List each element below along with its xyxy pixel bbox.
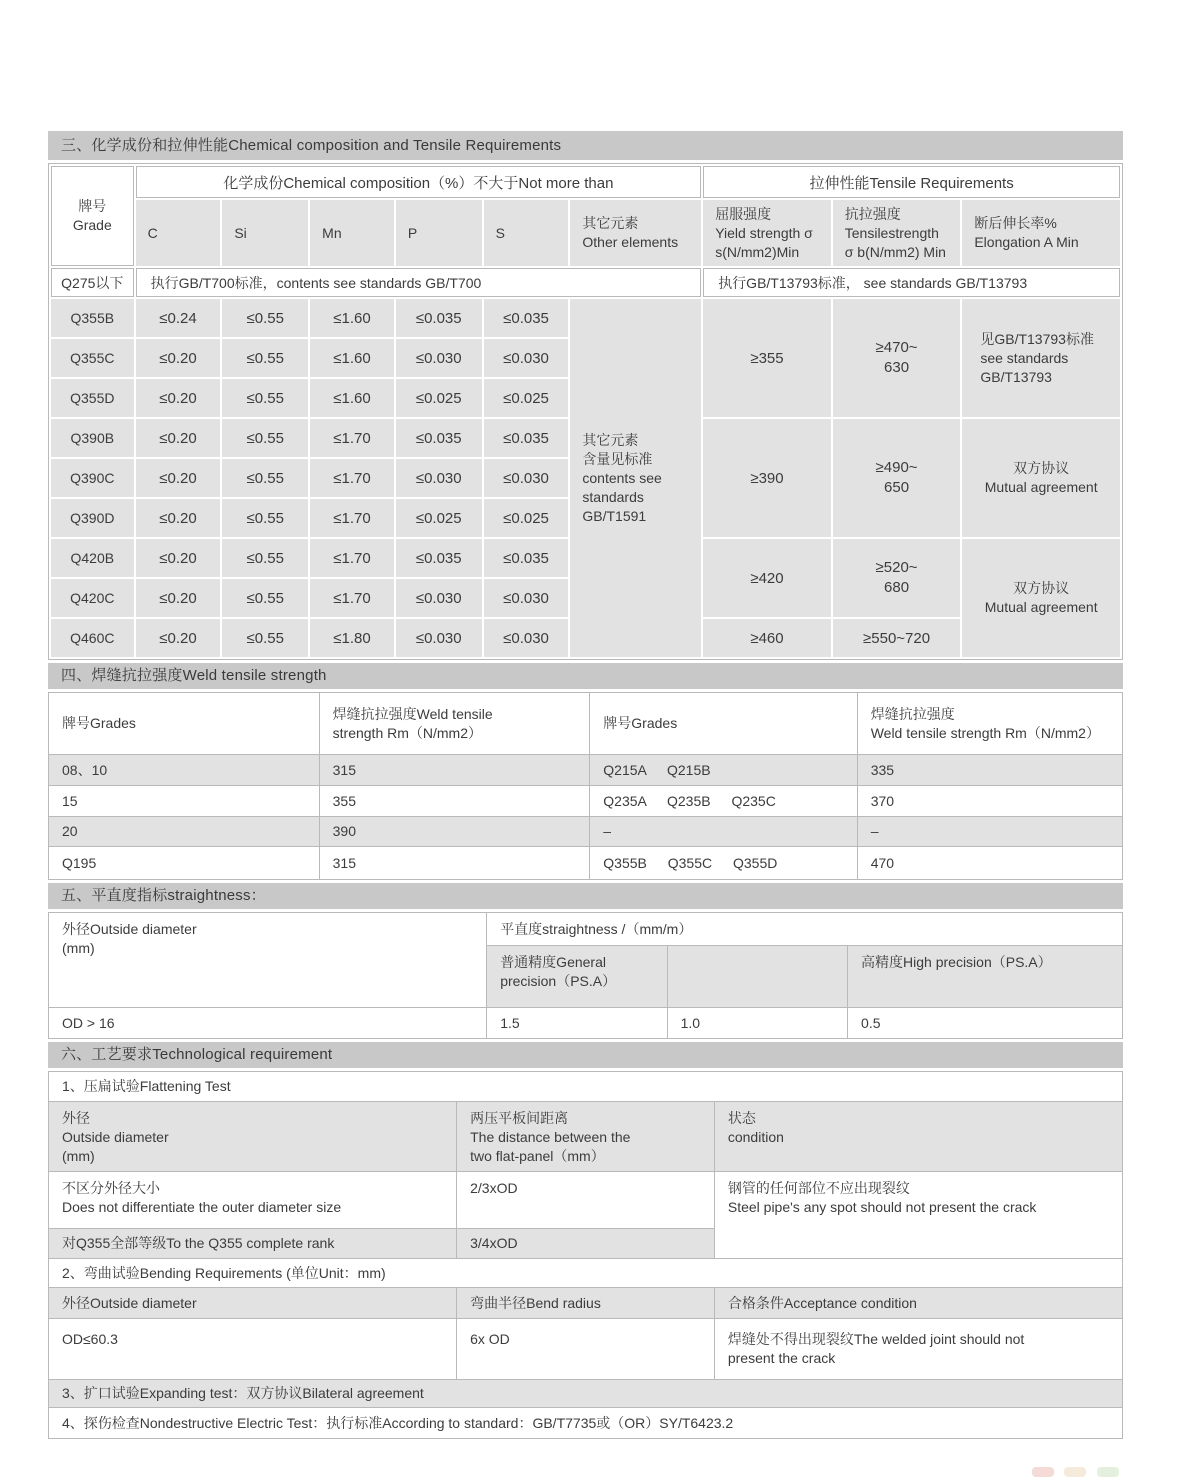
technological-requirement-table [48, 1071, 1123, 1439]
elongation-value-line: see standards [980, 349, 1069, 366]
mn-value: ≤1.60 [309, 378, 395, 418]
grade-cell: Q355B [50, 298, 135, 338]
chem-group-header: 化学成份Chemical composition（%）不大于Not more than [135, 165, 703, 199]
grade-cell: Q460C [50, 618, 135, 658]
p-value: ≤0.035 [395, 538, 483, 578]
si-value: ≤0.55 [221, 538, 309, 578]
col-header-c: C [135, 199, 222, 267]
tensile-group-header: 拉伸性能Tensile Requirements [702, 165, 1121, 199]
si-value: ≤0.55 [221, 418, 309, 458]
nondestructive-test-row [49, 1408, 1123, 1439]
od-cell: 对Q355全部等级To the Q355 complete rank [49, 1229, 457, 1259]
yield-group-q420: ≥420 [702, 538, 832, 618]
cell-line: present the crack [727, 1350, 836, 1366]
general-precision-header [487, 946, 667, 1008]
table-row [49, 847, 1123, 880]
yield-group-q355: ≥355 [702, 298, 832, 418]
mn-value: ≤1.70 [309, 418, 395, 458]
tensile-q460: ≥550~720 [832, 618, 962, 658]
s-value: ≤0.030 [483, 578, 570, 618]
elongation-value-line: GB/T13793 [980, 368, 1052, 385]
elongation-group-q355 [961, 298, 1121, 418]
table-header-row [49, 1102, 1123, 1172]
grade-cell: Q355B Q355C Q355D [590, 847, 857, 880]
header-line: (mm) [62, 1148, 95, 1164]
tensile-group-q355 [832, 298, 962, 418]
grade-cell: Q355C [50, 338, 135, 378]
grades-header-1: 牌号Grades [49, 693, 320, 755]
table-header-row [49, 913, 1123, 946]
weld-strength-header-1 [319, 693, 590, 755]
bending-subtitle: 2、弯曲试验Bending Requirements (单位Unit：mm) [49, 1259, 1123, 1288]
note-line: 含量见标准 [582, 450, 653, 467]
s-value: ≤0.025 [483, 378, 570, 418]
c-value: ≤0.20 [135, 338, 222, 378]
header-line: (mm) [62, 940, 95, 956]
tensile-value-line: 680 [884, 579, 910, 596]
table-row [49, 1008, 1123, 1039]
section6-title-bar: 六、工艺要求Technological requirement [48, 1042, 1123, 1068]
s-value: ≤0.035 [483, 298, 570, 338]
c-value: ≤0.24 [135, 298, 222, 338]
spec-sheet-page [48, 131, 1123, 1442]
tensile-header-line: σ b(N/mm2) Min [844, 243, 946, 260]
radius-cell: 6x OD [457, 1319, 715, 1380]
p-value: ≤0.025 [395, 378, 483, 418]
high-precision-header: 高精度High precision（PS.A） [848, 946, 1123, 1008]
tensile-value-line: 630 [884, 359, 910, 376]
flattening-subtitle-row [49, 1072, 1123, 1102]
mn-value: ≤1.70 [309, 458, 395, 498]
grade-cell: Q215A Q215B [590, 755, 857, 786]
od-header: 外径Outside diameter [49, 1288, 457, 1319]
header-line: Weld tensile strength Rm（N/mm2） [870, 724, 1100, 741]
mn-value: ≤1.80 [309, 618, 395, 658]
condition-cell [714, 1319, 1122, 1380]
c-value: ≤0.20 [135, 378, 222, 418]
s-value: ≤0.030 [483, 338, 570, 378]
grade-column-header [50, 165, 135, 267]
s-value: ≤0.035 [483, 418, 570, 458]
radius-header: 弯曲半径Bend radius [457, 1288, 715, 1319]
mn-value: ≤1.60 [309, 338, 395, 378]
weld-strength-header-2 [857, 693, 1122, 755]
grade-header-zh: 牌号 [78, 198, 107, 214]
s-value: ≤0.030 [483, 458, 570, 498]
header-line: 状态 [727, 1110, 756, 1126]
grade-cell: Q275以下 [50, 267, 135, 298]
header-line: 普通精度General [500, 954, 606, 970]
expanding-test-note: 3、扩口试验Expanding test：双方协议Bilateral agreement [49, 1380, 1123, 1408]
header-line: strength Rm（N/mm2） [332, 724, 482, 741]
col-header-si: Si [221, 199, 309, 267]
table-header-row [50, 165, 1121, 199]
tensile-value-line: ≥520~ [875, 559, 918, 576]
cell-line: Does not differentiate the outer diameter size [62, 1199, 342, 1215]
bending-subtitle-row [49, 1259, 1123, 1288]
od-cell [49, 1172, 457, 1229]
elongation-value-line: 见GB/T13793标准 [980, 330, 1094, 347]
distance-header [457, 1102, 715, 1172]
p-value: ≤0.025 [395, 498, 483, 538]
q275-tensile-note: 执行GB/T13793标准， see standards GB/T13793 [702, 267, 1121, 298]
c-value: ≤0.20 [135, 578, 222, 618]
p-value: ≤0.030 [395, 578, 483, 618]
condition-header: 合格条件Acceptance condition [714, 1288, 1122, 1319]
elongation-group-q390 [961, 418, 1121, 538]
s-value: ≤0.030 [483, 618, 570, 658]
tensile-value-line: 650 [884, 479, 910, 496]
tensile-value-line: ≥490~ [875, 459, 918, 476]
yield-q460: ≥460 [702, 618, 832, 658]
yield-header-line: s(N/mm2)Min [715, 243, 800, 260]
weld-tensile-strength-table [48, 692, 1123, 880]
yield-group-q390: ≥390 [702, 418, 832, 538]
grade-cell: Q390B [50, 418, 135, 458]
grade-cell: Q355D [50, 378, 135, 418]
mn-value: ≤1.70 [309, 578, 395, 618]
header-line: 外径 [62, 1110, 90, 1126]
condition-header [714, 1102, 1122, 1172]
yield-header-line: Yield strength σ [715, 224, 813, 241]
col-header-yield [702, 199, 832, 267]
table-row [49, 786, 1123, 817]
section3-title-bar: 三、化学成份和拉伸性能Chemical composition and Tensile Requirements [48, 131, 1123, 160]
si-value: ≤0.55 [221, 578, 309, 618]
value-cell: 470 [857, 847, 1122, 880]
header-line: two flat-panel（mm） [470, 1148, 605, 1164]
table-row [49, 1319, 1123, 1380]
si-value: ≤0.55 [221, 338, 309, 378]
general-value: 1.5 [487, 1008, 667, 1039]
grades-header-2: 牌号Grades [590, 693, 857, 755]
grade-cell: 15 [49, 786, 320, 817]
grade-cell: Q390C [50, 458, 135, 498]
c-value: ≤0.20 [135, 618, 222, 658]
header-line: The distance between the [470, 1129, 631, 1145]
cell-line: 不区分外径大小 [62, 1180, 160, 1196]
section5-title-bar: 五、平直度指标straightness： [48, 883, 1123, 909]
section4-title-bar: 四、焊缝抗拉强度Weld tensile strength [48, 663, 1123, 689]
expanding-test-row [49, 1380, 1123, 1408]
other-elements-en: Other elements [582, 234, 679, 250]
elongation-value-line: 双方协议 [1013, 580, 1070, 596]
si-value: ≤0.55 [221, 498, 309, 538]
si-value: ≤0.55 [221, 378, 309, 418]
si-value: ≤0.55 [221, 458, 309, 498]
header-line: precision（PS.A） [500, 973, 617, 989]
si-value: ≤0.55 [221, 618, 309, 658]
elongation-group-q420-q460 [961, 538, 1121, 658]
value-cell: 390 [319, 817, 590, 847]
condition-note-cell [714, 1172, 1122, 1259]
note-line: standards [582, 488, 644, 505]
header-line: condition [727, 1129, 784, 1145]
logo-fragment-green [1097, 1467, 1119, 1477]
q275-chem-note: 执行GB/T700标准，contents see standards GB/T700 [135, 267, 703, 298]
tensile-group-q390 [832, 418, 962, 538]
grade-cell: – [590, 817, 857, 847]
middle-value: 1.0 [667, 1008, 847, 1039]
col-header-p: P [395, 199, 483, 267]
header-line: 外径Outside diameter [62, 921, 197, 937]
p-value: ≤0.035 [395, 418, 483, 458]
value-cell: 370 [857, 786, 1122, 817]
value-cell: 315 [319, 847, 590, 880]
c-value: ≤0.20 [135, 538, 222, 578]
od-cell: OD≤60.3 [49, 1319, 457, 1380]
cell-line: 钢管的任何部位不应出现裂纹 [727, 1180, 910, 1196]
od-cell: OD > 16 [49, 1008, 487, 1039]
cell-line: Steel pipe's any spot should not present the crack [727, 1199, 1037, 1215]
table-row-q355b [50, 298, 1121, 338]
grade-cell: Q420C [50, 578, 135, 618]
col-header-elongation [961, 199, 1121, 267]
note-line: contents see [582, 469, 662, 486]
s-value: ≤0.035 [483, 538, 570, 578]
distance-cell: 2/3xOD [457, 1172, 715, 1229]
mn-value: ≤1.70 [309, 538, 395, 578]
elongation-value-line: 双方协议 [1013, 460, 1070, 476]
p-value: ≤0.035 [395, 298, 483, 338]
flattening-subtitle: 1、压扁试验Flattening Test [49, 1072, 1123, 1102]
c-value: ≤0.20 [135, 498, 222, 538]
distance-cell: 3/4xOD [457, 1229, 715, 1259]
tensile-value-line: ≥470~ [875, 339, 918, 356]
col-header-mn: Mn [309, 199, 395, 267]
c-value: ≤0.20 [135, 458, 222, 498]
chemical-composition-table [49, 164, 1122, 659]
elongation-value-line: Mutual agreement [984, 479, 1098, 495]
elongation-value-line: Mutual agreement [984, 599, 1098, 615]
grade-cell: Q235A Q235B Q235C [590, 786, 857, 817]
c-value: ≤0.20 [135, 418, 222, 458]
note-line: GB/T1591 [582, 507, 647, 524]
table-subheader-row [50, 199, 1121, 267]
value-cell: 335 [857, 755, 1122, 786]
grade-cell: Q420B [50, 538, 135, 578]
od-header [49, 1102, 457, 1172]
table-header-row [49, 693, 1123, 755]
col-header-other-elements [569, 199, 702, 267]
s-value: ≤0.025 [483, 498, 570, 538]
high-value: 0.5 [848, 1008, 1123, 1039]
grade-cell: 08、10 [49, 755, 320, 786]
nondestructive-test-note: 4、探伤检查Nondestructive Electric Test：执行标准According to standard：GB/T7735或（OR）SY/T6423.2 [49, 1408, 1123, 1439]
p-value: ≤0.030 [395, 338, 483, 378]
straightness-header: 平直度straightness /（mm/m） [487, 913, 1123, 946]
cell-line: 焊缝处不得出现裂纹The welded joint should not [727, 1331, 1025, 1347]
other-elements-note-cell [569, 298, 702, 658]
col-header-tensile [832, 199, 962, 267]
logo-fragment-red [1032, 1467, 1054, 1477]
yield-header-line: 屈服强度 [715, 205, 772, 222]
mn-value: ≤1.70 [309, 498, 395, 538]
grade-header-en: Grade [72, 217, 112, 233]
straightness-table [48, 912, 1123, 1039]
elongation-header-line: Elongation A Min [974, 234, 1079, 250]
empty-subheader-cell [667, 946, 847, 1008]
value-cell: 315 [319, 755, 590, 786]
value-cell: – [857, 817, 1122, 847]
header-line: 两压平板间距离 [470, 1110, 569, 1126]
page-bottom-logo-fragment [1032, 1464, 1125, 1482]
value-cell: 355 [319, 786, 590, 817]
mn-value: ≤1.60 [309, 298, 395, 338]
table-row [49, 755, 1123, 786]
note-line: 其它元素 [582, 431, 639, 448]
elongation-header-line: 断后伸长率% [974, 215, 1057, 231]
other-elements-zh: 其它元素 [582, 215, 639, 231]
od-header [49, 913, 487, 1008]
chemical-composition-table-wrap [48, 163, 1123, 660]
si-value: ≤0.55 [221, 298, 309, 338]
table-header-row [49, 1288, 1123, 1319]
p-value: ≤0.030 [395, 458, 483, 498]
header-line: 焊缝抗拉强度 [870, 705, 955, 722]
logo-fragment-orange [1064, 1467, 1086, 1477]
table-row [49, 817, 1123, 847]
tensile-group-q420 [832, 538, 962, 618]
grade-cell: Q390D [50, 498, 135, 538]
tensile-header-line: 抗拉强度 [844, 205, 901, 222]
grade-cell: Q195 [49, 847, 320, 880]
q275-row [50, 267, 1121, 298]
header-line: Outside diameter [62, 1129, 169, 1145]
table-row [49, 1172, 1123, 1229]
p-value: ≤0.030 [395, 618, 483, 658]
tensile-header-line: Tensilestrength [844, 224, 939, 241]
col-header-s: S [483, 199, 570, 267]
header-line: 焊缝抗拉强度Weld tensile [332, 705, 493, 722]
grade-cell: 20 [49, 817, 320, 847]
